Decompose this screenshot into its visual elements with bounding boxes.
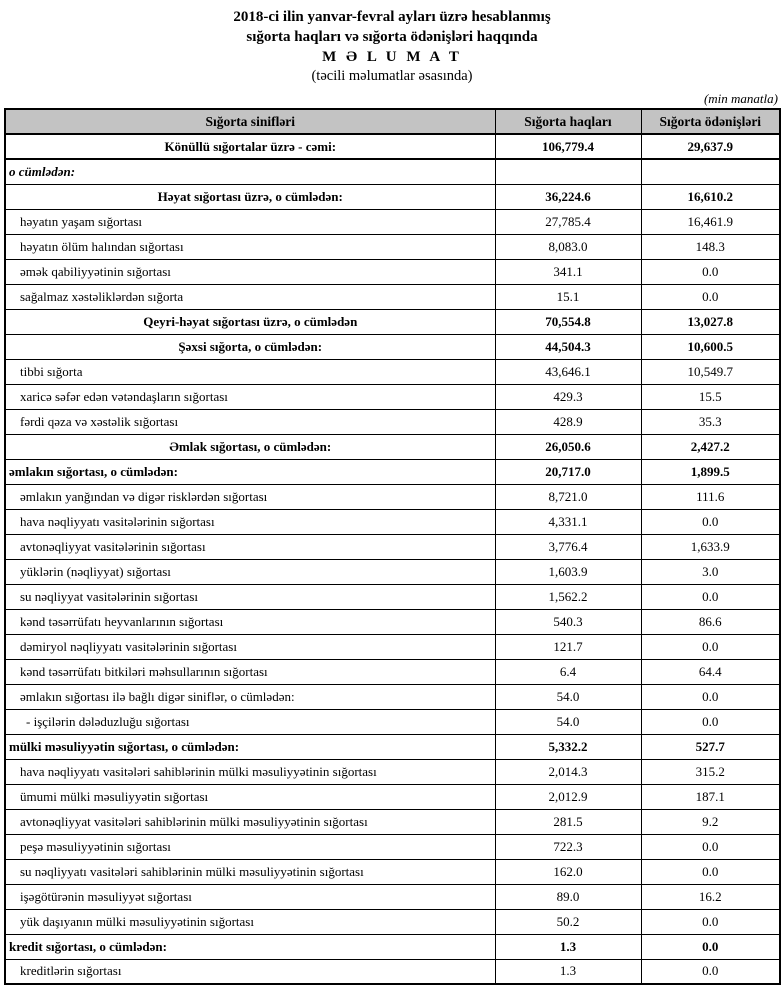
- row-premiums-value: 15.1: [495, 284, 641, 309]
- row-payments-value: 0.0: [641, 259, 780, 284]
- row-label: avtonəqliyyat vasitələrinin sığortası: [5, 534, 495, 559]
- table-row: [5, 584, 780, 609]
- row-premiums-value: 429.3: [495, 384, 641, 409]
- row-premiums-value: 1,603.9: [495, 559, 641, 584]
- row-payments-value: 16,461.9: [641, 209, 780, 234]
- row-premiums-value: 8,721.0: [495, 484, 641, 509]
- row-payments-value: 1,899.5: [641, 459, 780, 484]
- table-row: [5, 609, 780, 634]
- row-label: o cümlədən:: [5, 159, 495, 184]
- row-payments-value: 1,633.9: [641, 534, 780, 559]
- row-label: kredit sığortası, o cümlədən:: [5, 934, 495, 959]
- row-label: Əmlak sığortası, o cümlədən:: [5, 434, 495, 459]
- row-label: kənd təsərrüfatı bitkiləri məhsullarının sığortası: [5, 659, 495, 684]
- row-premiums-value: 89.0: [495, 884, 641, 909]
- row-label: əmək qabiliyyətinin sığortası: [5, 259, 495, 284]
- row-label: ümumi mülki məsuliyyətin sığortası: [5, 784, 495, 809]
- insurance-table: [4, 108, 781, 985]
- row-label: Şəxsi sığorta, o cümlədən:: [5, 334, 495, 359]
- row-premiums-value: 20,717.0: [495, 459, 641, 484]
- row-premiums-value: 6.4: [495, 659, 641, 684]
- row-label: su nəqliyyat vasitələrinin sığortası: [5, 584, 495, 609]
- report-title-line-1: 2018-ci ilin yanvar-fevral ayları üzrə hesablanmış: [233, 9, 551, 25]
- row-premiums-value: 36,224.6: [495, 184, 641, 209]
- report-title-main: M Ə L U M A T: [322, 49, 462, 65]
- row-premiums-value: 50.2: [495, 909, 641, 934]
- row-payments-value: 2,427.2: [641, 434, 780, 459]
- row-payments-value: 10,549.7: [641, 359, 780, 384]
- table-row: [5, 959, 780, 984]
- row-payments-value: 0.0: [641, 684, 780, 709]
- row-payments-value: 0.0: [641, 909, 780, 934]
- row-payments-value: 0.0: [641, 284, 780, 309]
- row-payments-value: 15.5: [641, 384, 780, 409]
- row-premiums-value: 70,554.8: [495, 309, 641, 334]
- table-row: [5, 184, 780, 209]
- row-label: Qeyri-həyat sığortası üzrə, o cümlədən: [5, 309, 495, 334]
- row-premiums-value: [495, 159, 641, 184]
- row-premiums-value: 1,562.2: [495, 584, 641, 609]
- table-row: [5, 384, 780, 409]
- row-label: avtonəqliyyat vasitələri sahiblərinin mülki məsuliyyətinin sığortası: [5, 809, 495, 834]
- row-premiums-value: 2,012.9: [495, 784, 641, 809]
- table-row: [5, 634, 780, 659]
- row-premiums-value: 3,776.4: [495, 534, 641, 559]
- row-payments-value: 9.2: [641, 809, 780, 834]
- row-payments-value: 3.0: [641, 559, 780, 584]
- row-premiums-value: 428.9: [495, 409, 641, 434]
- row-premiums-value: 281.5: [495, 809, 641, 834]
- row-payments-value: 10,600.5: [641, 334, 780, 359]
- row-premiums-value: 54.0: [495, 684, 641, 709]
- row-premiums-value: 44,504.3: [495, 334, 641, 359]
- row-label: əmlakın sığortası ilə bağlı digər siniflər, o cümlədən:: [5, 684, 495, 709]
- row-premiums-value: 341.1: [495, 259, 641, 284]
- table-row: [5, 784, 780, 809]
- table-row: [5, 284, 780, 309]
- report-title-line-2: sığorta haqları və sığorta ödənişləri haqqında: [246, 28, 538, 45]
- row-label: həyatın yaşam sığortası: [5, 209, 495, 234]
- row-payments-value: [641, 159, 780, 184]
- row-label: xaricə səfər edən vətəndaşların sığortası: [5, 384, 495, 409]
- row-premiums-value: 26,050.6: [495, 434, 641, 459]
- row-payments-value: 0.0: [641, 709, 780, 734]
- table-row: [5, 484, 780, 509]
- table-row: [5, 534, 780, 559]
- row-payments-value: 148.3: [641, 234, 780, 259]
- row-premiums-value: 54.0: [495, 709, 641, 734]
- unit-note: (min manatla): [703, 91, 778, 107]
- row-premiums-value: 540.3: [495, 609, 641, 634]
- report-title-subtitle: (təcili məlumatlar əsasında): [311, 68, 473, 85]
- table-row: [5, 134, 780, 159]
- table-row: [5, 159, 780, 184]
- table-row: [5, 734, 780, 759]
- row-payments-value: 16.2: [641, 884, 780, 909]
- row-payments-value: 0.0: [641, 584, 780, 609]
- row-label: peşə məsuliyyətinin sığortası: [5, 834, 495, 859]
- table-row: [5, 459, 780, 484]
- table-row: [5, 259, 780, 284]
- row-premiums-value: 121.7: [495, 634, 641, 659]
- table-row: [5, 509, 780, 534]
- row-label: işəgötürənin məsuliyyət sığortası: [5, 884, 495, 909]
- header-insurance-classes: Sığorta sinifləri: [5, 109, 495, 134]
- row-label: yük daşıyanın mülki məsuliyyətinin sığortası: [5, 909, 495, 934]
- row-premiums-value: 4,331.1: [495, 509, 641, 534]
- row-premiums-value: 5,332.2: [495, 734, 641, 759]
- table-header-row: [5, 109, 780, 134]
- row-label: dəmiryol nəqliyyatı vasitələrinin sığortası: [5, 634, 495, 659]
- table-row: [5, 334, 780, 359]
- row-premiums-value: 1.3: [495, 934, 641, 959]
- table-row: [5, 834, 780, 859]
- row-payments-value: 0.0: [641, 934, 780, 959]
- table-row: [5, 934, 780, 959]
- table-row: [5, 684, 780, 709]
- table-row: [5, 859, 780, 884]
- row-label: kənd təsərrüfatı heyvanlarının sığortası: [5, 609, 495, 634]
- row-label: əmlakın yanğından və digər risklərdən sığortası: [5, 484, 495, 509]
- table-row: [5, 434, 780, 459]
- row-premiums-value: 8,083.0: [495, 234, 641, 259]
- row-label: mülki məsuliyyətin sığortası, o cümlədən:: [5, 734, 495, 759]
- row-premiums-value: 106,779.4: [495, 134, 641, 159]
- row-payments-value: 86.6: [641, 609, 780, 634]
- header-insurance-premiums: Sığorta haqları: [495, 109, 641, 134]
- header-insurance-payments: Sığorta ödənişləri: [641, 109, 780, 134]
- row-payments-value: 0.0: [641, 634, 780, 659]
- table-row: [5, 709, 780, 734]
- row-payments-value: 64.4: [641, 659, 780, 684]
- insurance-table-body: [5, 134, 780, 984]
- table-row: [5, 359, 780, 384]
- row-label: tibbi sığorta: [5, 359, 495, 384]
- table-row: [5, 909, 780, 934]
- row-payments-value: 0.0: [641, 859, 780, 884]
- row-label: həyatın ölüm halından sığortası: [5, 234, 495, 259]
- row-payments-value: 29,637.9: [641, 134, 780, 159]
- table-row: [5, 659, 780, 684]
- row-label: sağalmaz xəstəliklərdən sığorta: [5, 284, 495, 309]
- row-label: su nəqliyyatı vasitələri sahiblərinin mülki məsuliyyətinin sığortası: [5, 859, 495, 884]
- row-label: Könüllü sığortalar üzrə - cəmi:: [5, 134, 495, 159]
- row-label: hava nəqliyyatı vasitələrinin sığortası: [5, 509, 495, 534]
- row-premiums-value: 43,646.1: [495, 359, 641, 384]
- row-payments-value: 0.0: [641, 959, 780, 984]
- row-premiums-value: 1.3: [495, 959, 641, 984]
- row-label: əmlakın sığortası, o cümlədən:: [5, 459, 495, 484]
- row-label: Həyat sığortası üzrə, o cümlədən:: [5, 184, 495, 209]
- row-premiums-value: 722.3: [495, 834, 641, 859]
- row-premiums-value: 27,785.4: [495, 209, 641, 234]
- table-row: [5, 234, 780, 259]
- row-label: fərdi qəza və xəstəlik sığortası: [5, 409, 495, 434]
- row-payments-value: 527.7: [641, 734, 780, 759]
- row-payments-value: 315.2: [641, 759, 780, 784]
- row-label: yüklərin (nəqliyyat) sığortası: [5, 559, 495, 584]
- row-payments-value: 35.3: [641, 409, 780, 434]
- row-payments-value: 16,610.2: [641, 184, 780, 209]
- row-payments-value: 0.0: [641, 509, 780, 534]
- row-label: - işçilərin dələduzluğu sığortası: [5, 709, 495, 734]
- row-premiums-value: 162.0: [495, 859, 641, 884]
- table-row: [5, 759, 780, 784]
- table-row: [5, 409, 780, 434]
- row-label: hava nəqliyyatı vasitələri sahiblərinin mülki məsuliyyətinin sığortası: [5, 759, 495, 784]
- table-row: [5, 884, 780, 909]
- row-payments-value: 187.1: [641, 784, 780, 809]
- row-label: kreditlərin sığortası: [5, 959, 495, 984]
- row-payments-value: 13,027.8: [641, 309, 780, 334]
- table-row: [5, 809, 780, 834]
- table-row: [5, 559, 780, 584]
- table-row: [5, 209, 780, 234]
- row-premiums-value: 2,014.3: [495, 759, 641, 784]
- table-row: [5, 309, 780, 334]
- row-payments-value: 111.6: [641, 484, 780, 509]
- report-title-block: [4, 8, 780, 86]
- row-payments-value: 0.0: [641, 834, 780, 859]
